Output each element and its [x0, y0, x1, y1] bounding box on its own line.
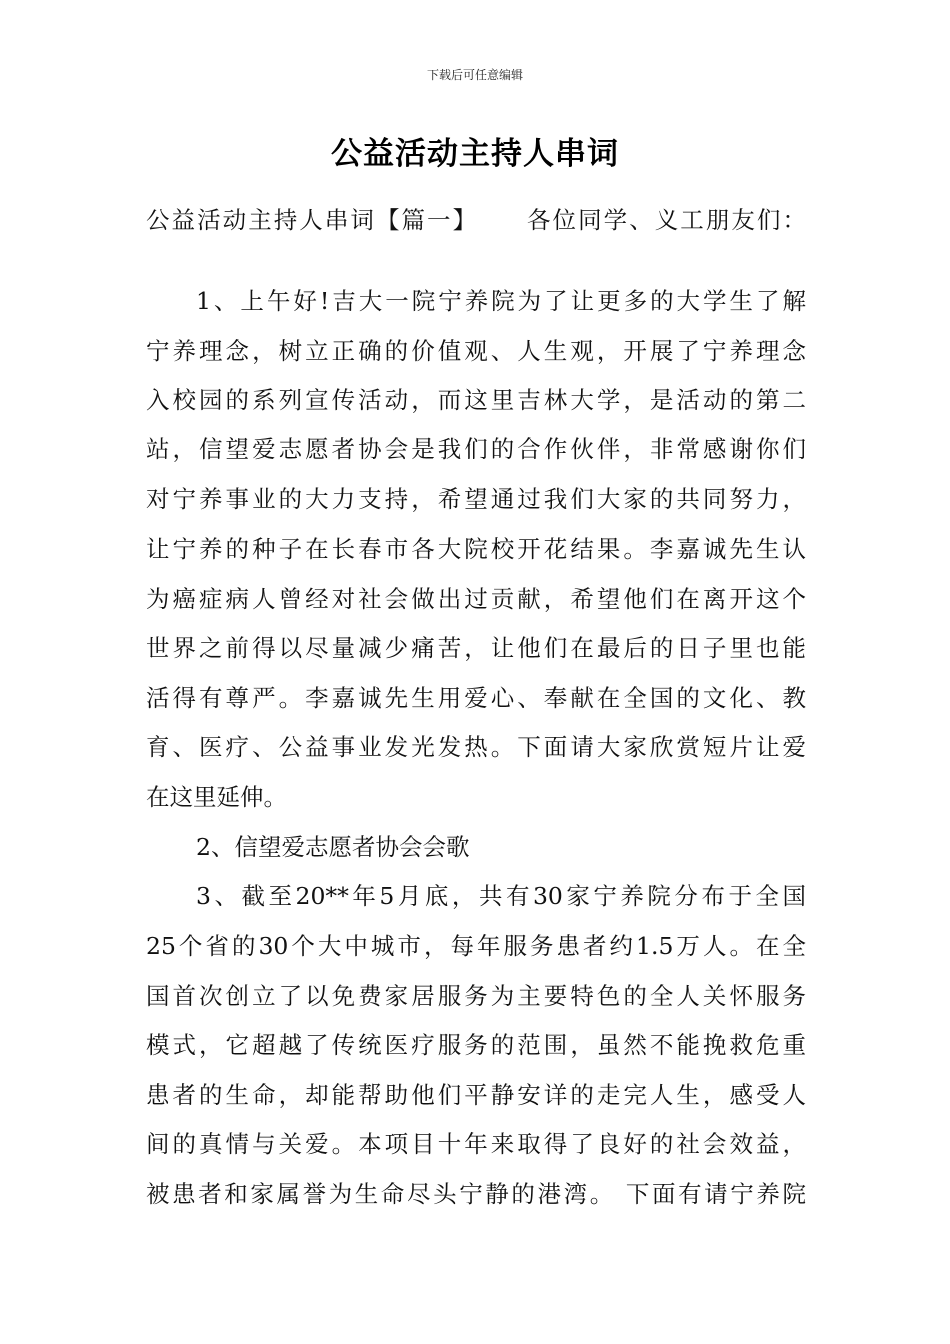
body-line: 育、医疗、公益事业发光发热。下面请大家欣赏短片让爱	[146, 733, 806, 761]
body-line: 活得有尊严。李嘉诚先生用爱心、奉献在全国的文化、教	[146, 684, 806, 712]
document-title: 公益活动主持人串词	[331, 136, 619, 172]
body-line: 世界之前得以尽量减少痛苦，让他们在最后的日子里也能	[146, 634, 806, 662]
body-line: 公益活动主持人串词【篇一】 各位同学、义工朋友们：	[146, 206, 806, 234]
body-line: 在这里延伸。	[146, 783, 287, 811]
body-line: 3、截至20**年5月底，共有30家宁养院分布于全国	[196, 882, 806, 910]
body-line: 间的真情与关爱。本项目十年来取得了良好的社会效益，	[146, 1130, 806, 1158]
body-line: 站，信望爱志愿者协会是我们的合作伙伴，非常感谢你们	[146, 435, 806, 463]
body-line: 1、上午好!吉大一院宁养院为了让更多的大学生了解	[196, 287, 806, 315]
body-line: 25个省的30个大中城市，每年服务患者约1.5万人。在全	[146, 932, 806, 960]
body-line: 患者的生命，却能帮助他们平静安详的走完人生，感受人	[146, 1081, 806, 1109]
body-line: 国首次创立了以免费家居服务为主要特色的全人关怀服务	[146, 982, 806, 1010]
body-line: 对宁养事业的大力支持，希望通过我们大家的共同努力，	[146, 485, 806, 513]
page-header-note: 下载后可任意编辑	[426, 68, 523, 82]
body-line: 模式，它超越了传统医疗服务的范围，虽然不能挽救危重	[146, 1031, 806, 1059]
body-line: 2、信望爱志愿者协会会歌	[196, 833, 470, 861]
body-line: 为癌症病人曾经对社会做出过贡献，希望他们在离开这个	[146, 585, 806, 613]
body-line: 入校园的系列宣传活动，而这里吉林大学，是活动的第二	[146, 386, 806, 414]
body-line: 让宁养的种子在长春市各大院校开花结果。李嘉诚先生认	[146, 535, 806, 563]
body-line: 宁养理念，树立正确的价值观、人生观，开展了宁养理念	[146, 337, 806, 365]
body-line: 被患者和家属誉为生命尽头宁静的港湾。 下面有请宁养院	[146, 1180, 806, 1208]
